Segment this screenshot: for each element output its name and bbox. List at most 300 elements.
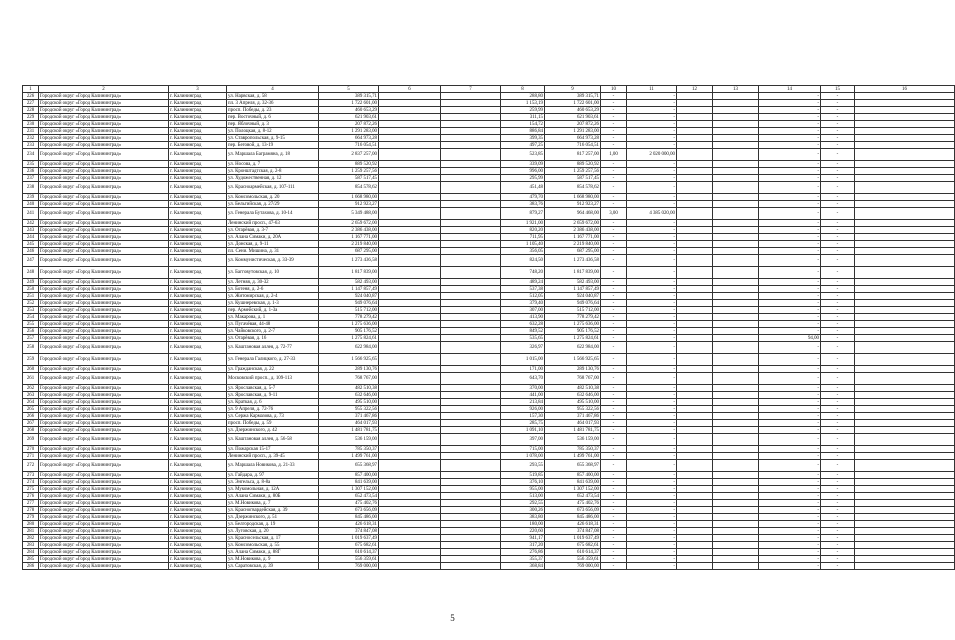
table-cell: [379, 314, 441, 321]
table-cell: 1 273 436,58: [319, 255, 379, 267]
table-cell: Московский просп., д. 109-113: [227, 373, 319, 385]
table-cell: 236: [23, 168, 39, 175]
table-cell: 389 315,71: [545, 93, 601, 100]
table-cell: 4 385 020,00: [627, 208, 677, 220]
table-cell: [713, 286, 759, 293]
table-row: [23, 366, 955, 373]
table-cell: 234: [23, 149, 39, 161]
table-cell: [441, 255, 501, 267]
table-cell: -: [759, 286, 821, 293]
table-cell: [379, 486, 441, 493]
table-cell: г. Калининград: [169, 286, 227, 293]
table-cell: 889 520,92: [319, 161, 379, 168]
table-cell: -: [627, 135, 677, 142]
table-cell: [713, 300, 759, 307]
table-cell: [379, 100, 441, 107]
table-cell: -: [601, 427, 627, 434]
table-cell: -: [759, 427, 821, 434]
table-row: [23, 175, 955, 182]
table-cell: 495 510,00: [319, 399, 379, 406]
table-cell: 519,85: [501, 472, 545, 479]
table-cell: -: [759, 342, 821, 354]
table-cell: [379, 385, 441, 392]
table-cell: 716 054,51: [319, 142, 379, 149]
table-cell: г. Калининград: [169, 255, 227, 267]
table-row: [23, 267, 955, 279]
table-cell: 1 275 636,00: [319, 321, 379, 328]
table-cell: 253: [23, 307, 39, 314]
column-number: 12: [677, 86, 713, 93]
table-cell: [379, 255, 441, 267]
table-cell: Городской округ «Город Калининград»: [39, 175, 169, 182]
table-cell: [441, 420, 501, 427]
table-cell: -: [601, 556, 627, 563]
table-cell: [441, 373, 501, 385]
table-cell: 275: [23, 486, 39, 493]
table-cell: [855, 453, 955, 460]
table-cell: [855, 521, 955, 528]
table-cell: -: [821, 328, 855, 335]
table-cell: [855, 392, 955, 399]
table-cell: -: [759, 100, 821, 107]
table-cell: [677, 453, 713, 460]
table-cell: 675 682,61: [319, 542, 379, 549]
table-cell: 252: [23, 300, 39, 307]
table-cell: -: [759, 227, 821, 234]
table-cell: [713, 385, 759, 392]
table-cell: 311,15: [501, 114, 545, 121]
table-cell: -: [759, 406, 821, 413]
table-cell: 289 130,76: [319, 366, 379, 373]
table-cell: г. Калининград: [169, 385, 227, 392]
table-cell: -: [821, 413, 855, 420]
table-cell: 245: [23, 241, 39, 248]
table-cell: -: [759, 255, 821, 267]
column-number: 1: [23, 86, 39, 93]
table-cell: Городской округ «Город Калининград»: [39, 335, 169, 342]
table-cell: [855, 446, 955, 453]
table-cell: [441, 354, 501, 366]
table-cell: 1 817 839,00: [319, 267, 379, 279]
table-cell: [379, 427, 441, 434]
table-cell: [677, 528, 713, 535]
table-cell: г. Калининград: [169, 427, 227, 434]
table-cell: -: [759, 528, 821, 535]
table-cell: -: [627, 328, 677, 335]
table-cell: ул. Алана Симаки, д. 88Г: [227, 549, 319, 556]
table-cell: -: [759, 300, 821, 307]
table-cell: 259,99: [501, 107, 545, 114]
table-cell: [855, 385, 955, 392]
table-cell: 845 486,00: [319, 514, 379, 521]
table-cell: Городской округ «Город Калининград»: [39, 300, 169, 307]
table-cell: 587 517,45: [319, 175, 379, 182]
table-cell: г. Калининград: [169, 135, 227, 142]
table-cell: [677, 479, 713, 486]
table-cell: [713, 255, 759, 267]
table-cell: [441, 479, 501, 486]
table-cell: 232: [23, 135, 39, 142]
table-cell: -: [759, 135, 821, 142]
table-cell: 374 847,08: [545, 528, 601, 535]
table-cell: Городской округ «Город Калининград»: [39, 535, 169, 542]
table-cell: -: [821, 241, 855, 248]
table-cell: -: [627, 472, 677, 479]
table-cell: [677, 420, 713, 427]
table-cell: [379, 135, 441, 142]
table-cell: [441, 434, 501, 446]
table-cell: -: [821, 220, 855, 227]
table-cell: [855, 307, 955, 314]
table-cell: [441, 220, 501, 227]
table-cell: Городской округ «Город Калининград»: [39, 563, 169, 570]
table-cell: [379, 234, 441, 241]
table-row: [23, 542, 955, 549]
table-cell: [713, 100, 759, 107]
table-cell: 622 984,00: [545, 342, 601, 354]
table-cell: -: [601, 220, 627, 227]
table-cell: -: [759, 385, 821, 392]
table-cell: г. Калининград: [169, 293, 227, 300]
table-cell: 257: [23, 335, 39, 342]
table-cell: ул. Нарвская, д. 58: [227, 93, 319, 100]
table-cell: -: [601, 135, 627, 142]
table-cell: [677, 293, 713, 300]
table-cell: 2 219 840,00: [319, 241, 379, 248]
table-cell: -: [627, 549, 677, 556]
table-cell: -: [821, 453, 855, 460]
table-cell: Городской округ «Город Калининград»: [39, 168, 169, 175]
table-cell: [441, 241, 501, 248]
table-cell: -: [601, 453, 627, 460]
table-cell: -: [759, 507, 821, 514]
table-cell: [855, 500, 955, 507]
table-cell: [855, 255, 955, 267]
table-cell: 1 153,19: [501, 100, 545, 107]
table-cell: [713, 472, 759, 479]
column-number-row: [23, 86, 955, 93]
table-row: [23, 227, 955, 234]
table-cell: ул. Мукомольная, д. 12А: [227, 486, 319, 493]
table-cell: ул. Ярославская, д. 9-11: [227, 392, 319, 399]
table-cell: г. Калининград: [169, 500, 227, 507]
table-cell: 621 903,61: [545, 114, 601, 121]
table-cell: -: [759, 161, 821, 168]
table-cell: Городской округ «Город Калининград»: [39, 479, 169, 486]
table-cell: [855, 486, 955, 493]
table-cell: 1 167 771,00: [319, 234, 379, 241]
table-cell: [677, 128, 713, 135]
table-cell: [379, 293, 441, 300]
table-cell: 368,84: [501, 563, 545, 570]
table-cell: [855, 300, 955, 307]
registry-table: [22, 85, 955, 570]
table-cell: 2 020 000,00: [627, 149, 677, 161]
table-cell: -: [627, 373, 677, 385]
table-cell: 213,84: [501, 399, 545, 406]
table-cell: 643,70: [501, 373, 545, 385]
table-cell: 582 493,00: [545, 279, 601, 286]
table-cell: [677, 549, 713, 556]
table-row: [23, 293, 955, 300]
table-cell: [441, 460, 501, 472]
table-cell: 769 000,00: [545, 563, 601, 570]
table-row: [23, 373, 955, 385]
table-cell: [713, 413, 759, 420]
table-row: [23, 399, 955, 406]
table-cell: Городской округ «Город Калининград»: [39, 460, 169, 472]
table-row: [23, 241, 955, 248]
table-cell: [379, 342, 441, 354]
table-cell: Городской округ «Город Калининград»: [39, 279, 169, 286]
table-row: [23, 168, 955, 175]
table-cell: Городской округ «Город Калининград»: [39, 149, 169, 161]
table-cell: 379,40: [501, 300, 545, 307]
table-cell: -: [759, 142, 821, 149]
table-cell: 180,00: [501, 521, 545, 528]
table-cell: [677, 556, 713, 563]
table-cell: [677, 493, 713, 500]
table-cell: [855, 472, 955, 479]
table-row: [23, 453, 955, 460]
table-cell: [713, 142, 759, 149]
table-cell: г. Калининград: [169, 149, 227, 161]
table-cell: ул. Белгородская, д. 19: [227, 521, 319, 528]
table-cell: г. Калининград: [169, 446, 227, 453]
table-cell: 1 105,40: [501, 241, 545, 248]
table-cell: -: [601, 314, 627, 321]
table-cell: [713, 549, 759, 556]
table-cell: [441, 335, 501, 342]
table-cell: 1 722 601,00: [545, 100, 601, 107]
table-row: [23, 93, 955, 100]
table-cell: [441, 342, 501, 354]
table-cell: 905 176,52: [319, 328, 379, 335]
table-cell: 451,48: [501, 182, 545, 194]
table-cell: г. Калининград: [169, 168, 227, 175]
table-cell: [713, 460, 759, 472]
table-cell: пер. Восточный, д. 6: [227, 114, 319, 121]
table-cell: 282: [23, 535, 39, 542]
table-cell: 1 019 637,49: [545, 535, 601, 542]
table-cell: [441, 399, 501, 406]
table-cell: [855, 556, 955, 563]
table-cell: 285,75: [501, 420, 545, 427]
table-row: [23, 354, 955, 366]
table-cell: -: [821, 135, 855, 142]
table-cell: [855, 373, 955, 385]
table-cell: [855, 434, 955, 446]
table-cell: 266: [23, 413, 39, 420]
table-cell: г. Калининград: [169, 220, 227, 227]
table-cell: 1 291 283,00: [545, 128, 601, 135]
table-cell: [441, 427, 501, 434]
table-cell: г. Калининград: [169, 392, 227, 399]
table-cell: 768 767,00: [319, 373, 379, 385]
table-cell: [713, 149, 759, 161]
table-cell: [441, 121, 501, 128]
table-cell: -: [821, 486, 855, 493]
table-cell: -: [759, 521, 821, 528]
table-cell: [713, 434, 759, 446]
table-row: [23, 342, 955, 354]
table-cell: -: [627, 385, 677, 392]
table-cell: г. Калининград: [169, 493, 227, 500]
table-cell: ул. Маршала Баграмяна, д. 18: [227, 149, 319, 161]
table-cell: 238: [23, 182, 39, 194]
table-cell: Городской округ «Город Калининград»: [39, 420, 169, 427]
table-cell: [677, 300, 713, 307]
table-cell: -: [627, 248, 677, 255]
table-cell: -: [601, 168, 627, 175]
table-cell: ул. Ставропольская, д. 9-15: [227, 135, 319, 142]
table-cell: -: [759, 128, 821, 135]
table-cell: г. Калининград: [169, 342, 227, 354]
table-cell: [379, 201, 441, 208]
table-cell: 307,00: [501, 307, 545, 314]
table-cell: [379, 220, 441, 227]
table-cell: -: [627, 446, 677, 453]
table-cell: [713, 446, 759, 453]
table-cell: ул. Ботеня, д. 2-6: [227, 286, 319, 293]
table-cell: -: [601, 93, 627, 100]
table-cell: г. Калининград: [169, 556, 227, 563]
table-cell: г. Калининград: [169, 406, 227, 413]
table-cell: г. Калининград: [169, 472, 227, 479]
table-cell: [441, 366, 501, 373]
table-cell: -: [821, 460, 855, 472]
table-cell: ул. Красногвардейская, д. 39: [227, 507, 319, 514]
table-cell: [379, 227, 441, 234]
table-cell: [855, 314, 955, 321]
table-cell: 964 468,00: [545, 208, 601, 220]
table-cell: 263: [23, 392, 39, 399]
table-cell: -: [759, 472, 821, 479]
table-cell: -: [759, 121, 821, 128]
table-cell: 271: [23, 453, 39, 460]
table-cell: [855, 427, 955, 434]
table-cell: Городской округ «Город Калининград»: [39, 392, 169, 399]
table-cell: [713, 128, 759, 135]
table-cell: г. Калининград: [169, 241, 227, 248]
table-cell: 259: [23, 354, 39, 366]
table-cell: -: [601, 267, 627, 279]
table-cell: -: [627, 241, 677, 248]
table-row: [23, 556, 955, 563]
table-cell: 246: [23, 248, 39, 255]
table-cell: 276: [23, 493, 39, 500]
table-cell: [379, 500, 441, 507]
table-cell: [441, 321, 501, 328]
table-cell: -: [759, 201, 821, 208]
table-cell: -: [821, 406, 855, 413]
table-cell: [855, 128, 955, 135]
table-cell: -: [821, 542, 855, 549]
table-cell: -: [759, 392, 821, 399]
table-cell: Городской округ «Город Калининград»: [39, 194, 169, 201]
table-cell: [677, 472, 713, 479]
table-cell: [441, 514, 501, 521]
table-cell: Городской округ «Город Калининград»: [39, 93, 169, 100]
table-cell: [855, 107, 955, 114]
table-cell: [441, 267, 501, 279]
table-cell: -: [627, 286, 677, 293]
table-cell: [855, 528, 955, 535]
table-cell: [677, 413, 713, 420]
table-cell: [677, 307, 713, 314]
table-cell: [677, 234, 713, 241]
table-cell: 233: [23, 142, 39, 149]
table-cell: [713, 293, 759, 300]
table-cell: [379, 142, 441, 149]
table-cell: ул. Саратовская, д. 39: [227, 563, 319, 570]
table-cell: -: [759, 175, 821, 182]
table-cell: г. Калининград: [169, 328, 227, 335]
table-cell: г. Калининград: [169, 307, 227, 314]
table-cell: [379, 542, 441, 549]
table-cell: [441, 556, 501, 563]
table-cell: ул. Пожарская 15-17: [227, 446, 319, 453]
table-cell: 849,52: [501, 328, 545, 335]
table-cell: [855, 549, 955, 556]
table-cell: [713, 321, 759, 328]
table-cell: г. Калининград: [169, 535, 227, 542]
table-cell: Городской округ «Город Калининград»: [39, 406, 169, 413]
table-cell: 261: [23, 373, 39, 385]
table-cell: -: [601, 248, 627, 255]
table-cell: просп. Победы, д. 23: [227, 107, 319, 114]
table-cell: [677, 241, 713, 248]
table-cell: [379, 535, 441, 542]
table-cell: 295,99: [501, 175, 545, 182]
table-cell: -: [759, 493, 821, 500]
table-row: [23, 328, 955, 335]
table-cell: [713, 267, 759, 279]
table-cell: -: [759, 420, 821, 427]
table-cell: [441, 328, 501, 335]
table-cell: 655 368,97: [545, 460, 601, 472]
table-cell: 785 350,37: [545, 446, 601, 453]
table-cell: -: [601, 142, 627, 149]
table-cell: -: [601, 399, 627, 406]
table-cell: г. Калининград: [169, 121, 227, 128]
table-cell: -: [821, 427, 855, 434]
table-cell: -: [821, 342, 855, 354]
table-cell: -: [601, 279, 627, 286]
table-cell: 277: [23, 500, 39, 507]
table-cell: [441, 182, 501, 194]
table-cell: -: [821, 114, 855, 121]
table-cell: 355,37: [501, 556, 545, 563]
table-cell: 1 817 839,00: [545, 267, 601, 279]
table-cell: 523,85: [501, 149, 545, 161]
table-cell: ул. Чайковского, д. 2-7: [227, 328, 319, 335]
column-number: 11: [627, 86, 677, 93]
table-cell: [441, 161, 501, 168]
table-cell: 207 872,26: [319, 121, 379, 128]
table-cell: [713, 528, 759, 535]
table-cell: [441, 493, 501, 500]
table-cell: ул. Дзержинского, д. 51: [227, 514, 319, 521]
table-cell: 652 473,54: [319, 493, 379, 500]
table-cell: [441, 300, 501, 307]
column-number: 13: [713, 86, 759, 93]
table-cell: [677, 366, 713, 373]
table-cell: -: [821, 227, 855, 234]
table-cell: Городской округ «Город Калининград»: [39, 161, 169, 168]
table-cell: [677, 93, 713, 100]
table-cell: 276,86: [501, 549, 545, 556]
